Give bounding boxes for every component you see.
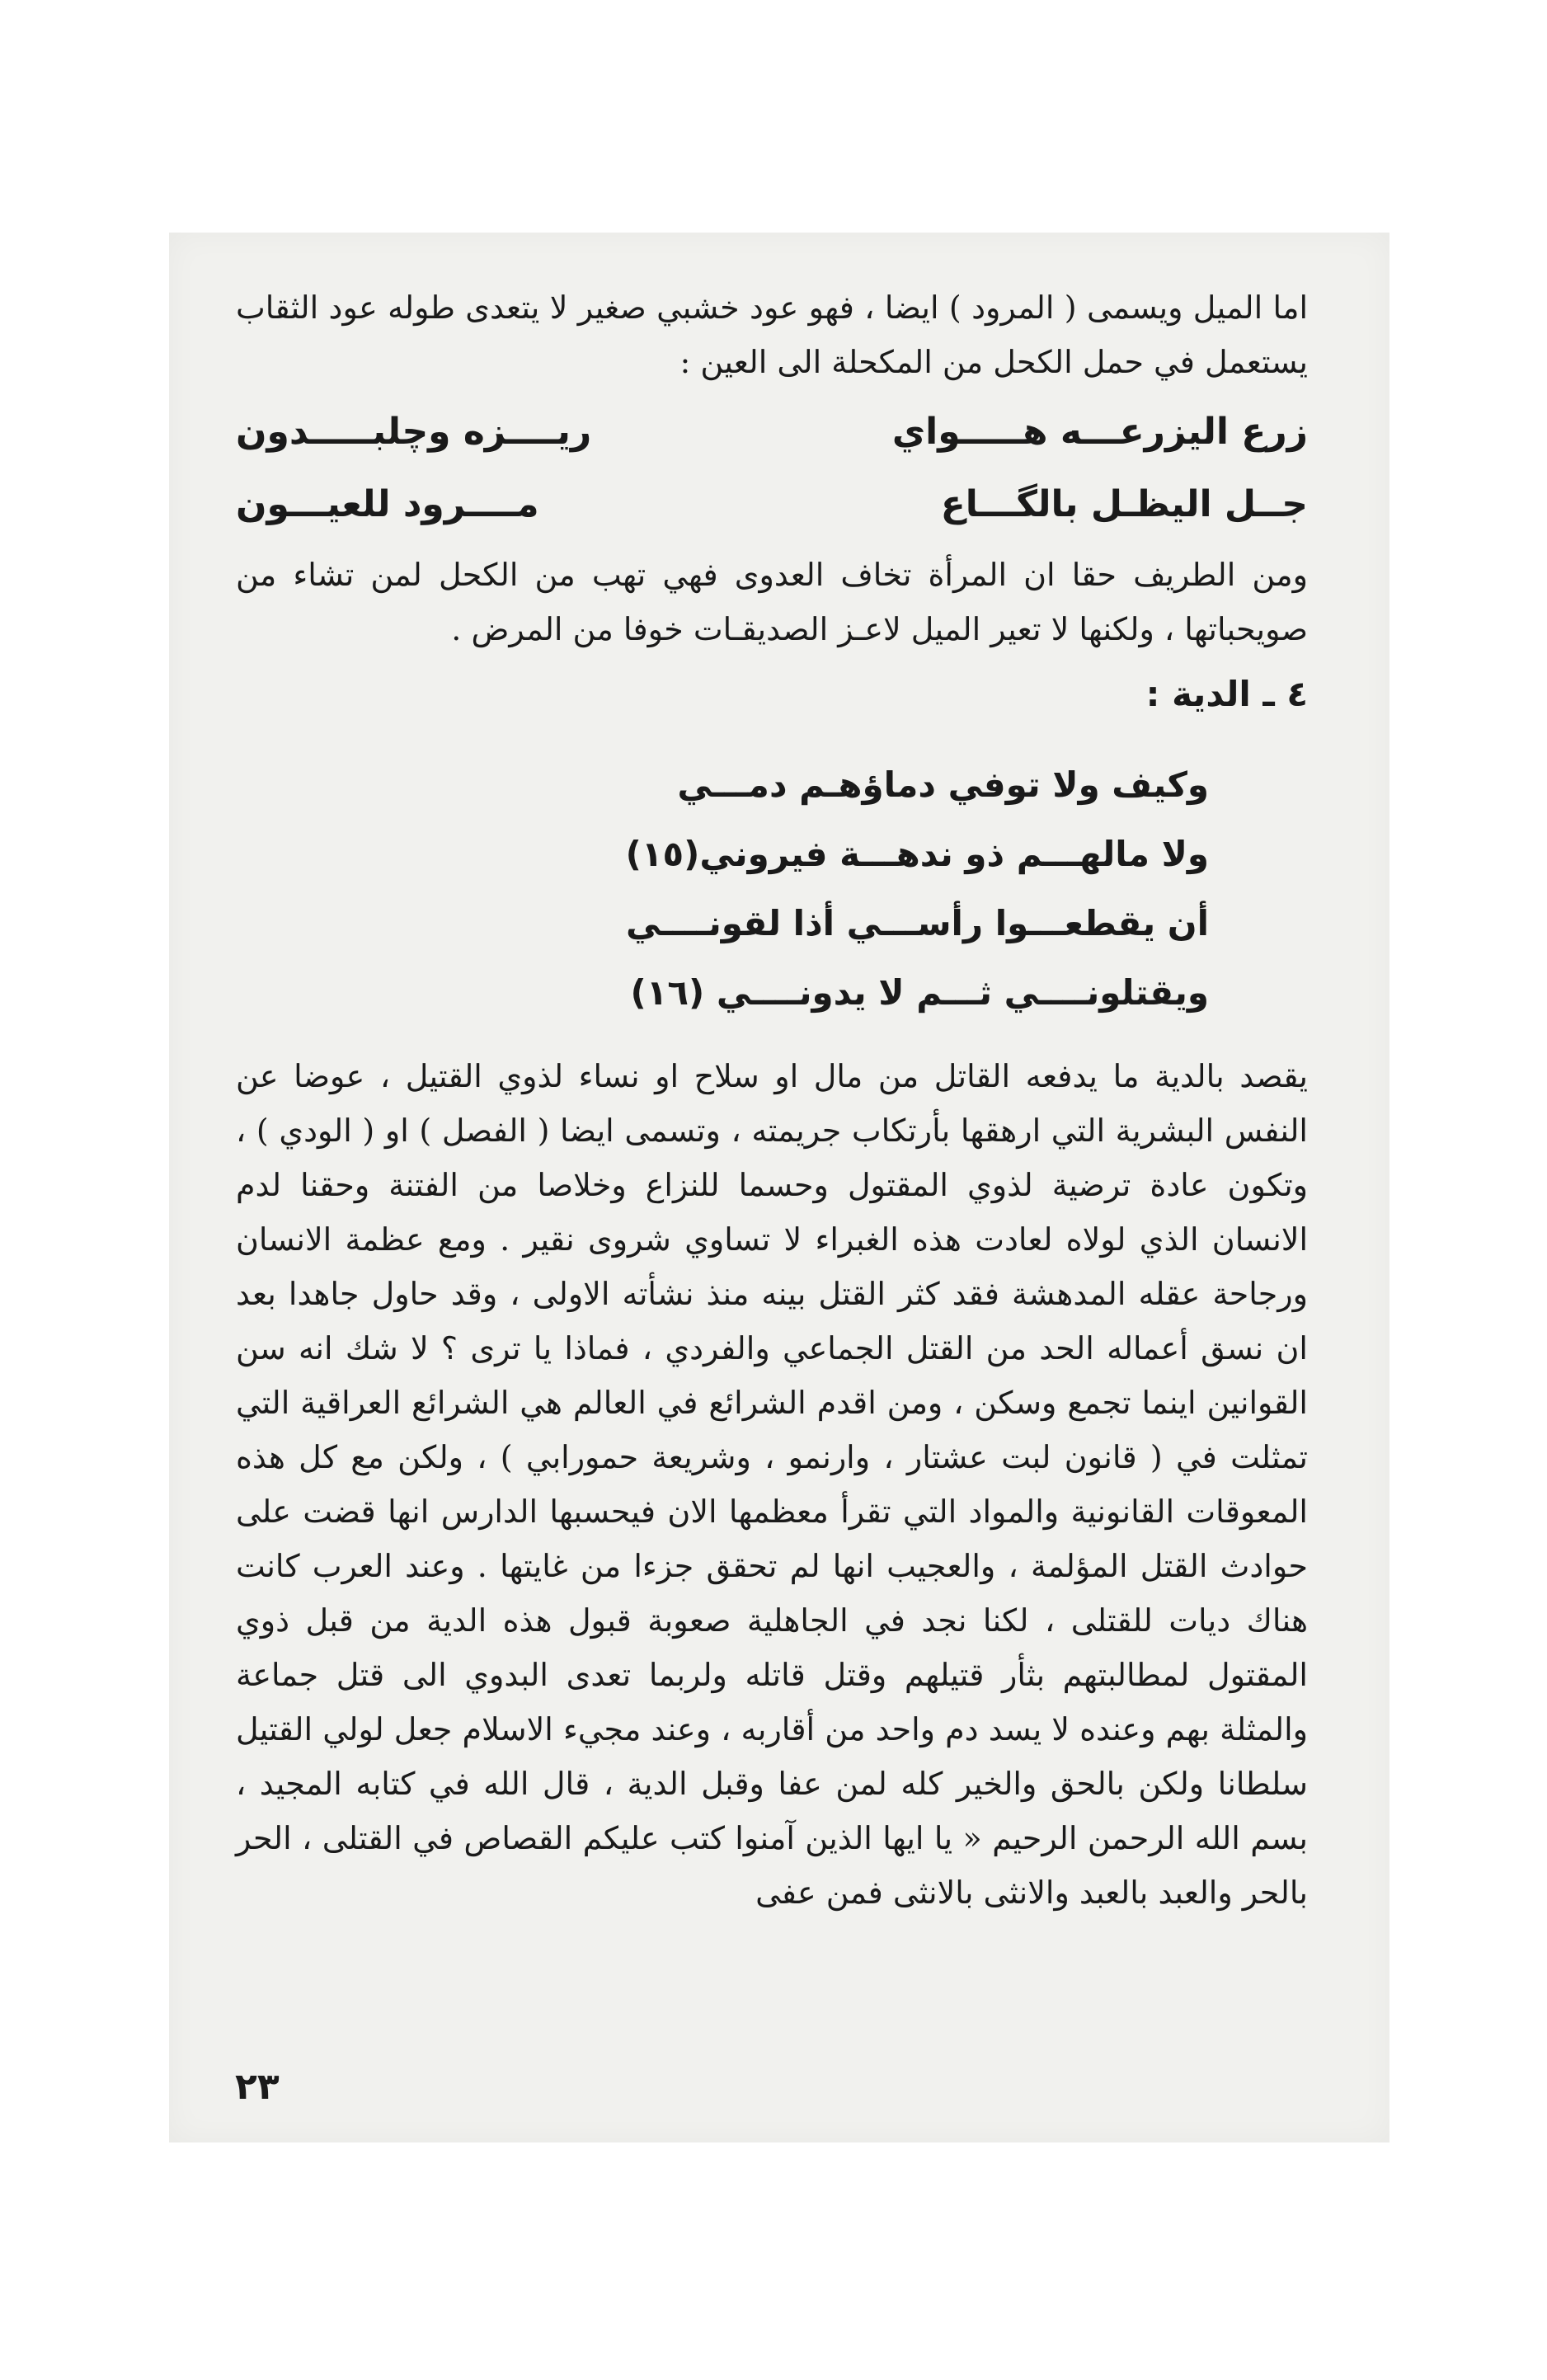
colloquial-verse	[236, 396, 1308, 541]
page-text-column	[236, 280, 1308, 1920]
verse-line-2	[236, 468, 1308, 541]
page-number: ٢٣	[235, 2066, 280, 2108]
verse-line-2-left: مــــرود للعيـــون	[236, 483, 539, 525]
diya-paragraph: يقصد بالدية ما يدفعه القاتل من مال او سلاح او نساء لذوي القتيل ، عوضا عن النفس البشرية التي ارهقها بأرتكاب جريمته ، وتسمى ايضا ( الفصل ) او ( الودي ) ، وتكون عادة ترضية لذوي المقتول وحسما للنزاع وخلاصا من الفتنة وحقنا لدم الانسان الذي لولاه لعادت هذه الغبراء لا تساوي شروى نقير . ومع عظمة الانسان ورجاحة عقله المدهشة فقد كثر القتل بينه منذ نشأته الاولى ، وقد حاول جاهدا بعد ان نسق أعماله الحد من القتل الجماعي والفردي ، فماذا يا ترى ؟ لا شك انه سن القوانين اينما تجمع وسكن ، ومن اقدم الشرائع في العالم هي الشرائع العراقية التي تمثلت في ( قانون لبت عشتار ، وارنمو ، وشريعة حمورابي ) ، ولكن مع كل هذه المعوقات القانونية والمواد التي تقرأ معظمها الان فيحسبها الدارس انها قضت على حوادث القتل المؤلمة ، والعجيب انها لم تحقق جزءا من غايتها . وعند العرب كانت هناك ديات للقتلى ، لكنا نجد في الجاهلية صعوبة قبول هذه الدية من قبل ذوي المقتول لمطالبتهم بثأر قتيلهم وقتل قاتله ولربما تعدى البدوي الى قتل جماعة والمثلة بهم وعنده لا يسد دم واحد من أقاربه ، وعند مجيء الاسلام جعل لولي القتيل سلطانا ولكن بالحق والخير كله لمن عفا وقبل الدية ، قال الله في كتابه المجيد ، بسم الله الرحمن الرحيم « يا ايها الذين آمنوا كتب عليكم القصاص في القتلى ، الحر بالحر والعبد بالعبد والانثى بالانثى فمن عفى	[236, 1058, 1308, 1911]
poem-line-1: وكيف ولا توفي دماؤهـم دمـــي	[677, 764, 1209, 805]
verse-line-1-left: ريــــزه وچلبـــــدون	[236, 411, 592, 453]
poem-line-4: ويقتلونــــي ثـــم لا يدونــــي (١٦)	[630, 972, 1209, 1013]
verse-line-2-right: جــل اليظـل بالگـــاع	[940, 483, 1308, 525]
verse-line-1-right: زرع اليزرعـــه هـــــواي	[891, 411, 1308, 453]
poem-line-2: ولا مالهـــم ذو ندهـــة فيروني(١٥)	[625, 834, 1209, 874]
verse-line-1	[236, 396, 1308, 468]
poem-line-3: أن يقطعـــوا رأســـي أذا لقونــــي	[626, 903, 1209, 943]
kohl-paragraph: ومن الطريف حقا ان المرأة تخاف العدوى فهي تهب من الكحل لمن تشاء من صويحباتها ، ولكنها لا تعير الميل لاعـز الصديقـات خوفا من المرض .	[236, 557, 1308, 647]
poem-block	[236, 750, 1308, 1028]
intro-paragraph: اما الميل ويسمى ( المرود ) ايضا ، فهو عود خشبي صغير لا يتعدى طوله عود الثقاب يستعمل في حمل الكحل من المكحلة الى العين :	[236, 289, 1308, 380]
section-heading-diya: ٤ ـ الدية :	[1145, 674, 1308, 714]
